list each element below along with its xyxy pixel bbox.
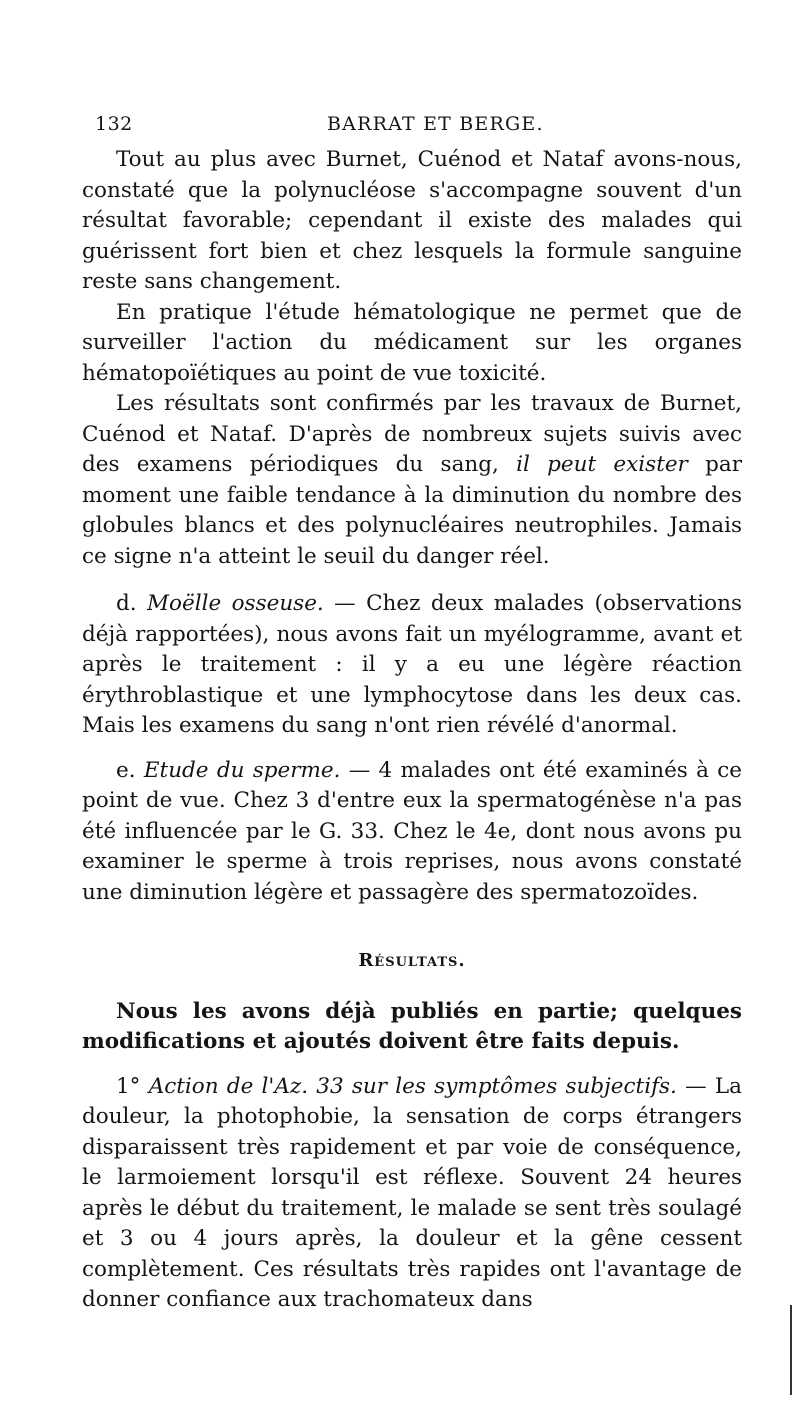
paragraph-resultats-confirmes	[82, 389, 742, 572]
text-run: par moment une faible tendance à la diminution du nombre des globules blancs et des polynucléaires neutrophiles. Jamais ce signe n'a atteint le seuil du danger réel.	[82, 452, 742, 569]
page-number: 132	[95, 113, 133, 135]
text-run: — Chez deux malades (observations déjà rapportées), nous avons fait un myélogramme, avant et après le traitement : il y a eu une légère réaction érythroblastique et une lymphocytose dans les deux cas. Mais les examens du sang n'ont rien révélé d'anormal.	[82, 591, 742, 738]
paragraph-action-az33	[82, 1072, 742, 1316]
paragraph-etude-sperme	[82, 756, 742, 909]
emphasis-text: il peut exister	[516, 452, 688, 477]
text-run: — 4 malades ont été examinés à ce point de vue. Chez 3 d'entre eux la spermatogénèse n'a pas été influencée par le G. 33. Chez le 4e, dont nous avons pu examiner le sperme à trois reprises, nous avons constaté une diminution légère et passagère des spermatozoïdes.	[82, 757, 742, 905]
item-prefix: 1°	[116, 1073, 149, 1099]
text-run: Les résultats sont confirmés par les travaux de Burnet, Cuénod et Nataf. D'après de nombreux sujets suivis avec des examens périodiques du sang,	[82, 391, 742, 477]
text-run: — La douleur, la photophobie, la sensation de corps étrangers disparaissent très rapidement et par voie de conséquence, le larmoiement lorsqu'il est réflexe. Souvent 24 heures après le début du traitement, le malade se sent très soulagé et 3 ou 4 jours après, la douleur et la gêne cessent complètement. Ces résultats très rapides ont l'avantage de donner confiance aux trachomateux dans	[82, 1073, 743, 1312]
running-title: BARRAT ET BERGE.	[327, 113, 544, 135]
paragraph-polynucleose: Tout au plus avec Burnet, Cuénod et Nataf avons-nous, constaté que la polynucléose s'accompagne souvent d'un résultat favorable; cependant il existe des malades qui guérissent fort bien et chez lesquels la formule sanguine reste sans changement.	[82, 147, 742, 294]
paragraph-hematologie: En pratique l'étude hématologique ne permet que de surveiller l'action du médicament sur les organes hématopoïétiques au point de vue toxicité.	[82, 299, 742, 386]
paragraph-moelle-osseuse	[82, 589, 742, 742]
section-title: Résultats.	[358, 950, 466, 971]
page-header	[95, 113, 740, 143]
item-heading: Moëlle osseuse.	[147, 591, 324, 616]
item-heading: Etude du sperme.	[143, 757, 341, 783]
body-text	[82, 145, 742, 1316]
item-prefix: e.	[116, 757, 144, 783]
item-prefix: d.	[116, 591, 148, 616]
paragraph-publies: Nous les avons déjà publiés en partie; quelques modifications et ajoutés doivent être faits depuis.	[82, 998, 742, 1054]
item-heading: Action de l'Az. 33 sur les symptômes subjectifs.	[148, 1073, 677, 1099]
scan-edge-mark	[790, 1305, 792, 1395]
